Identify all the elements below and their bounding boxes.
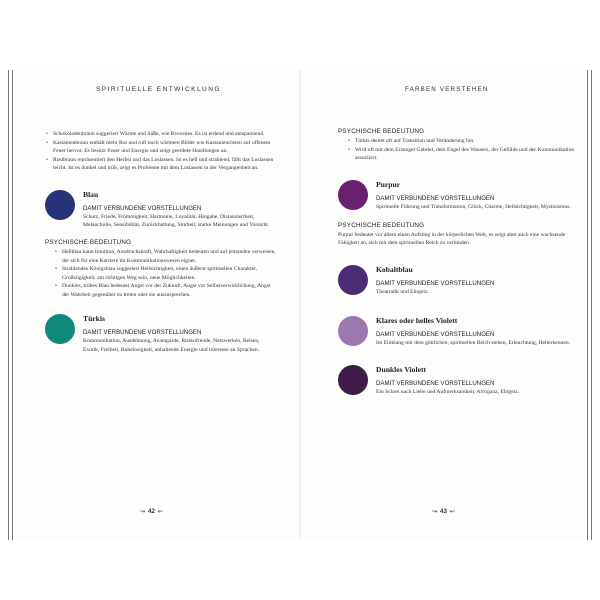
brown-shades-list [45,130,277,173]
left-page [14,70,299,540]
psychic-section-purpur [338,222,578,248]
section-heading: DAMIT VERBUNDENE VORSTELLUNGEN [376,279,495,287]
right-page-content [338,128,578,396]
page-number-right [432,508,455,515]
list-item: • Strahlendes Königsblau suggeriert Hellsichtigkeit, einen äußerst spirituellen Charakter, Großzügigkeit, am richtigen Weg sein, neue Möglichkeiten. [45,265,277,282]
blau-color-swatch [45,190,75,220]
section-heading: DAMIT VERBUNDENE VORSTELLUNGEN [376,331,495,339]
color-entry-blau [45,190,277,230]
color-name: Purpur [376,179,401,189]
page-number: 42 [148,508,155,515]
associations-text: Im Einklang mit dem göttlichen, spirituellen Reich stehen, Erleuchtung, Hellerkennen. [376,340,571,347]
color-entry-klares-violett [338,316,578,347]
right-page [301,70,586,540]
ornament-icon: ↝ [140,509,146,515]
section-heading: DAMIT VERBUNDENE VORSTELLUNGEN [83,204,202,212]
running-head: SPIRITUELLE ENTWICKLUNG [96,86,221,93]
section-heading: PSYCHISCHE BEDEUTUNG [45,239,132,247]
section-heading: DAMIT VERBUNDENE VORSTELLUNGEN [376,379,495,387]
section-heading: PSYCHISCHE BEDEUTUNG [338,128,425,135]
associations-text: Spirituelle Führung und Transformation, Glück, Charme, Hellsichtigkeit, Mystizismus. [376,203,571,210]
running-head: FARBEN VERSTEHEN [405,86,489,93]
list-item: • Kastanienbraun enthält mehr Rot und ruft noch wärmere Bilder wie Kastanienrösten auf offenem Feuer hervor. Es besitzt Feuer und Energie und zeigt geerdete Handlungen an. [45,139,277,156]
page-number-left [140,508,163,515]
page-edge-left-inner [12,70,13,540]
ornament-icon: ↜ [449,509,455,515]
page-number: 43 [440,508,447,515]
page-edge-right-inner [587,70,588,540]
psychic-section-tuerkis [338,128,578,163]
list-item: • Schokoladenbraun suggeriert Wärme und Süße, wie Brownies. Es ist erdend und entspannend. [45,130,277,139]
associations-text: Theatralik und Ehrgeiz. [376,288,429,295]
psychic-list [338,137,578,163]
purpur-color-swatch [338,180,368,210]
color-entry-purpur [338,180,578,211]
associations-text: Kommunikation, Ausdehnung, Avantgarde, Risikofreude, Netzwerken, Reisen, Exotik, Freiheit, Ruhelosigkeit, anhaltende Energie und Interesse an Sprachen. [83,338,260,353]
list-item: • Wird oft mit dem Erzengel Gabriel, dem Engel des Wassers, der Gefühle und der Kommunikation assoziiert. [338,146,578,163]
section-heading: PSYCHISCHE BEDEUTUNG [338,221,425,229]
color-name: Kobaltblau [376,264,413,274]
psychic-text: Purpur bedeutet vor allem einen Aufstieg in der körperlichen Welt, es zeigt aber auch eine wachsende Fähigkeit an, sich mit dem spirituellen Reich zu verbinden. [338,231,566,247]
color-name: Blau [83,189,99,199]
left-page-content [45,130,277,354]
color-name: Dunkles Violett [376,364,426,374]
ornament-icon: ↝ [432,509,438,515]
associations-text: Schutz, Friede, Frömmigkeit, Harmonie, Loyalität, Hingabe, Distanziertheit, Melancholie, Sensibilität, Zurückhaltung, Sturheit, starke Meinungen und Vorsicht. [83,213,270,228]
color-name: Türkis [83,314,105,324]
dunkles-violett-color-swatch [338,365,368,395]
section-heading: DAMIT VERBUNDENE VORSTELLUNGEN [376,194,495,202]
list-item: • Hellblau kann Intuition, Ausdruckskraft, Wahrhaftigkeit bedeuten und auf jemanden verweisen, der sich für eine Karriere im Kommunikationswesen eignet. [45,248,277,265]
kobaltblau-color-swatch [338,265,368,295]
psychic-section-blau [45,239,277,299]
psychic-list [45,248,277,299]
tuerkis-color-swatch [45,314,75,344]
associations-text: Ein Schrei nach Liebe und Aufmerksamkeit, Arroganz, Ehrgeiz. [376,388,520,395]
color-entry-kobaltblau [338,265,578,296]
list-item: • Türkis deutet oft auf Transition und Veränderung hin. [338,137,578,146]
ornament-icon: ↜ [157,509,163,515]
color-entry-tuerkis [45,314,277,354]
klares-violett-color-swatch [338,316,368,346]
page-edge-left [8,70,9,540]
color-entry-dunkles-violett [338,365,578,396]
list-item: • Rostbraun repräsentiert den Herbst und das Loslassen. Ist es hell und strahlend, fällt das Loslassen leicht. Ist es dunkel und trüb, zeigt es Probleme mit dem Loslassen in der Vergangenheit an. [45,156,277,173]
list-item: • Dunkles, trübes Blau bedeutet Angst vor der Zukunft, Angst vor Selbstverwirklichung, Angst der Wahrheit gegenüber zu treten oder sie auszusprechen. [45,282,277,299]
section-heading: DAMIT VERBUNDENE VORSTELLUNGEN [83,329,202,337]
color-name: Klares oder helles Violett [376,316,458,326]
page-edge-right [591,70,592,540]
